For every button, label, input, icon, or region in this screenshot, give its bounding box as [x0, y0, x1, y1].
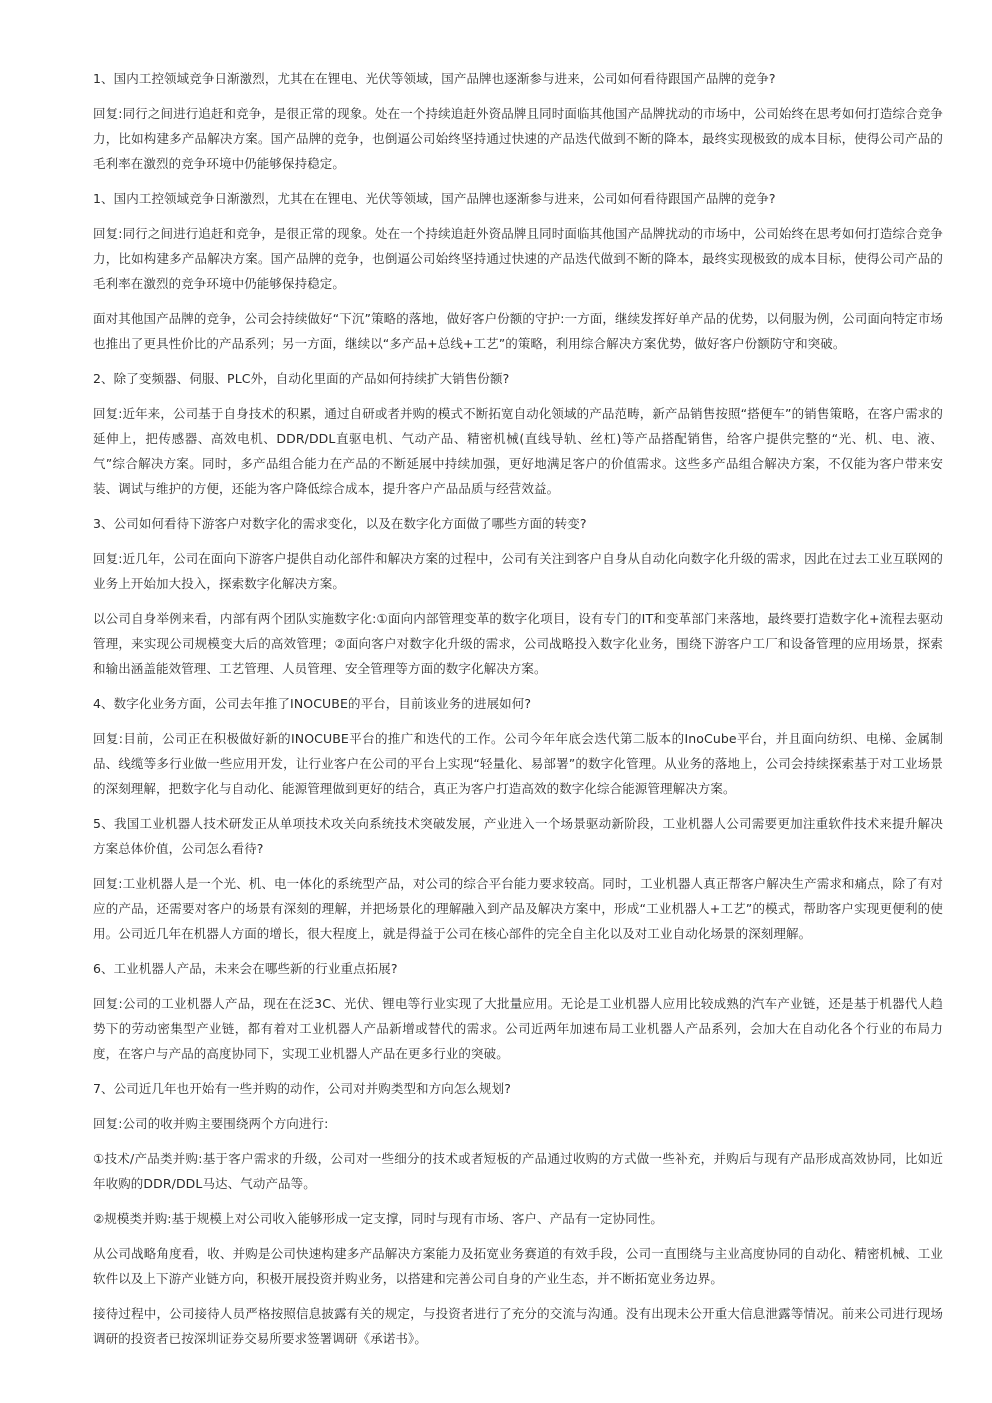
answer-7-summary-text: 从公司战略角度看，收、并购是公司快速构建多产品解决方案能力及拓宽业务赛道的有效手段，公司一直围绕与主业高度协同的自动化、精密机械、工业软件以及上下游产业链方向，积极开展投资并购业务，以搭建和完善公司自身的产业生态，并不断拓宽业务边界。: [93, 1246, 943, 1286]
answer-4-text: 回复:目前，公司正在积极做好新的INOCUBE平台的推广和迭代的工作。公司今年年底会迭代第二版本的InoCube平台，并且面向纺织、电梯、金属制品、线缆等多行业做一些应用开发，让行业客户在公司的平台上实现“轻量化、易部署”的数字化管理。从业务的落地上，公司会持续探索基于对工业场景的深刻理解，把数字化与自动化、能源管理做到更好的结合，真正为客户打造高效的数字化综合能源管理解决方案。: [93, 731, 943, 796]
answer-2-text: 回复:近年来，公司基于自身技术的积累，通过自研或者并购的模式不断拓宽自动化领域的产品范畴，新产品销售按照“搭便车”的销售策略，在客户需求的延伸上，把传感器、高效电机、DDR/DDL直驱电机、气动产品、精密机械(直线导轨、丝杠)等产品搭配销售，给客户提供完整的“光、机、电、液、气”综合解决方案。同时，多产品组合能力在产品的不断延展中持续加强，更好地满足客户的价值需求。这些多产品组合解决方案，不仅能为客户带来安装、调试与维护的方便，还能为客户降低综合成本，提升客户产品品质与经营效益。: [93, 406, 943, 496]
question-7-text: 7、公司近几年也开始有一些并购的动作，公司对并购类型和方向怎么规划?: [93, 1081, 511, 1096]
closing-statement-text: 接待过程中，公司接待人员严格按照信息披露有关的规定，与投资者进行了充分的交流与沟通。没有出现未公开重大信息泄露等情况。前来公司进行现场调研的投资者已按深圳证券交易所要求签署调研《承诺书》。: [93, 1306, 943, 1346]
question-3-text: 3、公司如何看待下游客户对数字化的需求变化，以及在数字化方面做了哪些方面的转变?: [93, 516, 587, 531]
question-2-text: 2、除了变频器、伺服、PLC外，自动化里面的产品如何持续扩大销售份额?: [93, 371, 510, 386]
question-5-text: 5、我国工业机器人技术研发正从单项技术攻关向系统技术突破发展，产业进入一个场景驱动新阶段，工业机器人公司需要更加注重软件技术来提升解决方案总体价值，公司怎么看待?: [93, 816, 943, 856]
answer-1-text: 回复:同行之间进行追赶和竞争，是很正常的现象。处在一个持续追赶外资品牌且同时面临其他国产品牌扰动的市场中，公司始终在思考如何打造综合竞争力，比如构建多产品解决方案。国产品牌的竞争，也倒逼公司始终坚持通过快速的产品迭代做到不断的降本，最终实现极致的成本目标，使得公司产品的毛利率在激烈的竞争环境中仍能够保持稳定。: [93, 106, 943, 171]
answer-3-text: 回复:近几年，公司在面向下游客户提供自动化部件和解决方案的过程中，公司有关注到客户自身从自动化向数字化升级的需求，因此在过去工业互联网的业务上开始加大投入，探索数字化解决方案。: [93, 551, 943, 591]
answer-5-text: 回复:工业机器人是一个光、机、电一体化的系统型产品，对公司的综合平台能力要求较高。同时，工业机器人真正帮客户解决生产需求和痛点，除了有对应的产品，还需要对客户的场景有深刻的理解，并把场景化的理解融入到产品及解决方案中，形成“工业机器人+工艺”的模式，帮助客户实现更便利的使用。公司近几年在机器人方面的增长，很大程度上，就是得益于公司在核心部件的完全自主化以及对工业自动化场景的深刻理解。: [93, 876, 943, 941]
question-6-text: 6、工业机器人产品，未来会在哪些新的行业重点拓展?: [93, 961, 398, 976]
answer-3-continued-text: 以公司自身举例来看，内部有两个团队实施数字化:①面向内部管理变革的数字化项目，设有专门的IT和变革部门来落地，最终要打造数字化+流程去驱动管理，来实现公司规模变大后的高效管理；②面向客户对数字化升级的需求，公司战略投入数字化业务，围绕下游客户工厂和设备管理的应用场景，探索和输出涵盖能效管理、工艺管理、人员管理、安全管理等方面的数字化解决方案。: [93, 611, 943, 676]
answer-7-point-2-text: ②规模类并购:基于规模上对公司收入能够形成一定支撑，同时与现有市场、客户、产品有一定协同性。: [93, 1211, 664, 1226]
question-1-text: 1、国内工控领域竞争日渐激烈，尤其在在锂电、光伏等领域，国产品牌也逐渐参与进来，公司如何看待跟国产品牌的竞争?: [93, 71, 776, 86]
question-4-text: 4、数字化业务方面，公司去年推了INOCUBE的平台，目前该业务的进展如何?: [93, 696, 532, 711]
answer-7-intro-text: 回复:公司的收并购主要围绕两个方向进行:: [93, 1116, 329, 1131]
answer-1-continued-text: 面对其他国产品牌的竞争，公司会持续做好“下沉”策略的落地，做好客户份额的守护:一方面，继续发挥好单产品的优势，以伺服为例，公司面向特定市场也推出了更具性价比的产品系列；另一方面，继续以“多产品+总线+工艺”的策略，利用综合解决方案优势，做好客户份额防守和突破。: [93, 311, 943, 351]
document-body: [93, 66, 943, 1361]
answer-7-point-1-text: ①技术/产品类并购:基于客户需求的升级，公司对一些细分的技术或者短板的产品通过收购的方式做一些补充，并购后与现有产品形成高效协同，比如近年收购的DDR/DDL马达、气动产品等。: [93, 1151, 943, 1191]
answer-1-repeat-text: 回复:同行之间进行追赶和竞争，是很正常的现象。处在一个持续追赶外资品牌且同时面临其他国产品牌扰动的市场中，公司始终在思考如何打造综合竞争力，比如构建多产品解决方案。国产品牌的竞争，也倒逼公司始终坚持通过快速的产品迭代做到不断的降本，最终实现极致的成本目标，使得公司产品的毛利率在激烈的竞争环境中仍能够保持稳定。: [93, 226, 943, 291]
answer-6-text: 回复:公司的工业机器人产品，现在在泛3C、光伏、锂电等行业实现了大批量应用。无论是工业机器人应用比较成熟的汽车产业链，还是基于机器代人趋势下的劳动密集型产业链，都有着对工业机器人产品新增或替代的需求。公司近两年加速布局工业机器人产品系列，会加大在自动化各个行业的布局力度，在客户与产品的高度协同下，实现工业机器人产品在更多行业的突破。: [93, 996, 943, 1061]
question-1-repeat-text: 1、国内工控领域竞争日渐激烈，尤其在在锂电、光伏等领域，国产品牌也逐渐参与进来，公司如何看待跟国产品牌的竞争?: [93, 191, 776, 206]
